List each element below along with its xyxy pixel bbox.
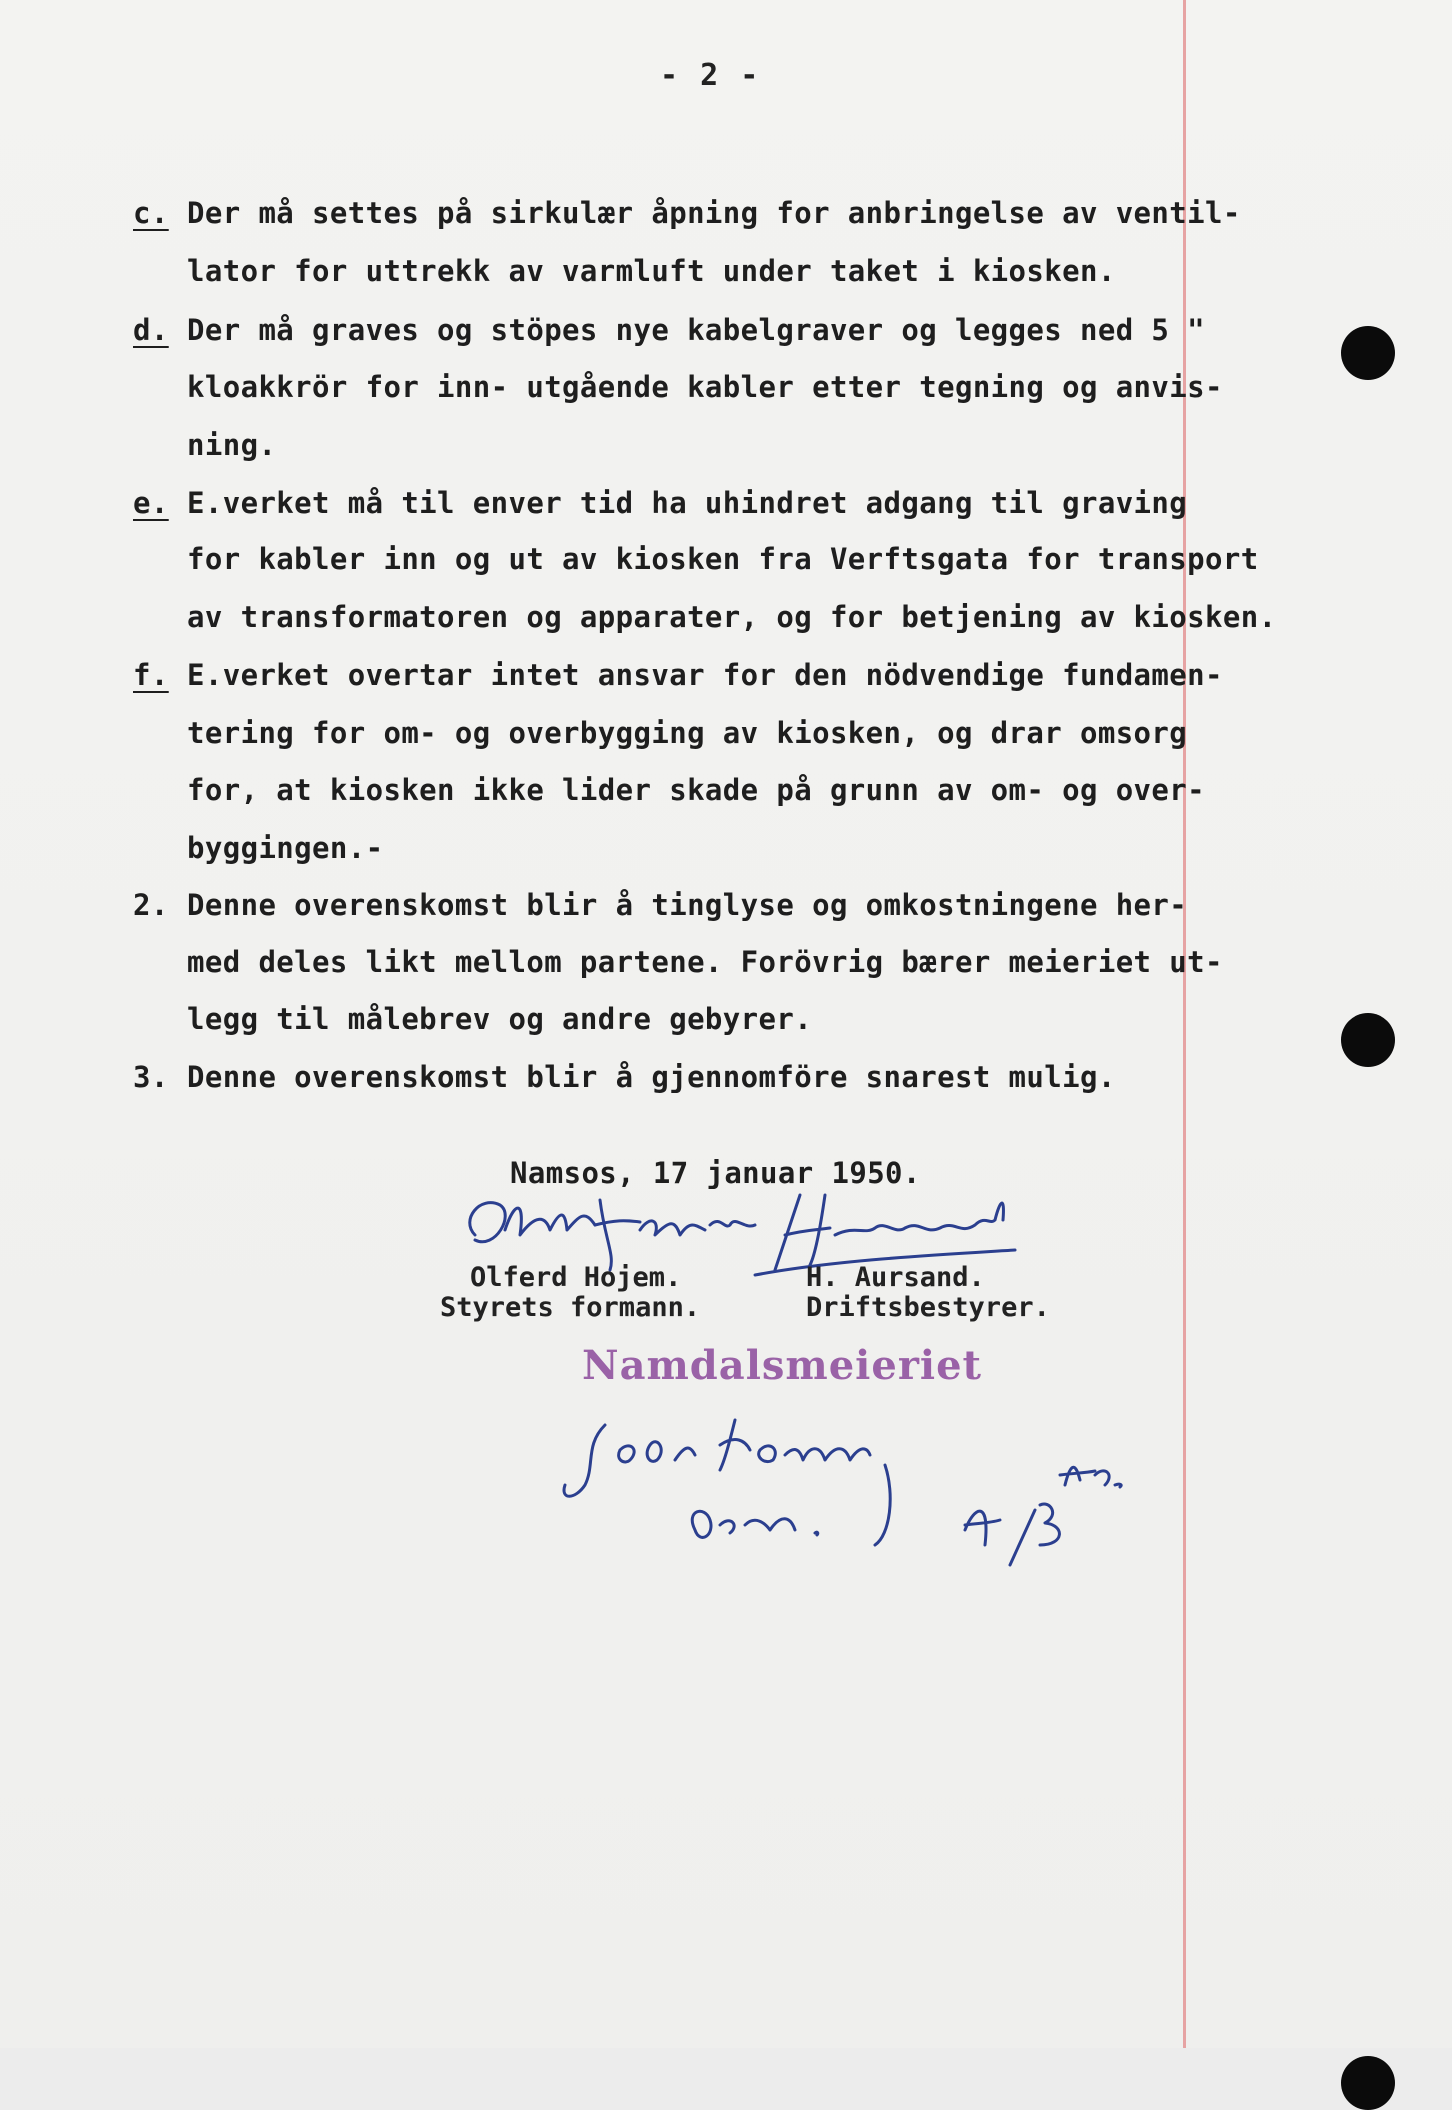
company-stamp: Namdalsmeieriet — [582, 1342, 983, 1389]
clause-text-line: lator for uttrekk av varmluft under taket i kiosken. — [187, 254, 1116, 288]
clause-text-line: med deles likt mellom partene. Forövrig bærer meieriet ut- — [187, 945, 1223, 979]
page-number: - 2 - — [660, 58, 761, 93]
item-number: 3. — [133, 1060, 169, 1094]
clause-text-line: E.verket overtar intet ansvar for den nödvendige fundamen- — [187, 658, 1223, 692]
clause-text-line: for, at kiosken ikke lider skade på grunn av om- og over- — [187, 773, 1205, 807]
clause-text-line: av transformatoren og apparater, og for betjening av kiosken. — [187, 600, 1277, 634]
clause-text-line: byggingen.- — [187, 831, 384, 865]
punch-hole — [1341, 2056, 1395, 2110]
clause-text-line: Der må settes på sirkulær åpning for anbringelse av ventil- — [187, 196, 1241, 230]
signatory-name: Olferd Hojem. — [470, 1262, 682, 1293]
clause-text-line: Denne overenskomst blir å tinglyse og omkostningene her- — [187, 888, 1188, 922]
place-date: Namsos, 17 januar 1950. — [510, 1156, 921, 1190]
clause-text-line: legg til målebrev og andre gebyrer. — [187, 1002, 813, 1036]
clause-text-line: E.verket må til enver tid ha uhindret adgang til graving — [187, 486, 1188, 520]
handwritten-signature-second — [545, 1405, 1185, 1575]
clause-text-line: tering for om- og overbygging av kiosken, og drar omsorg — [187, 716, 1188, 750]
punch-hole — [1341, 326, 1395, 380]
clause-label: f. — [133, 658, 169, 692]
clause-text-line: Denne overenskomst blir å gjennomföre snarest mulig. — [187, 1060, 1116, 1094]
signatory-title: Styrets formann. — [440, 1292, 701, 1323]
item-number: 2. — [133, 888, 169, 922]
signatory-name: H. Aursand. — [806, 1262, 985, 1293]
clause-label: d. — [133, 313, 169, 347]
clause-text-line: ning. — [187, 428, 277, 462]
clause-text-line: kloakkrör for inn- utgående kabler etter tegning og anvis- — [187, 370, 1223, 404]
signatory-title: Driftsbestyrer. — [806, 1292, 1050, 1323]
clause-label: e. — [133, 486, 169, 520]
clause-label: c. — [133, 196, 169, 230]
margin-rule — [1183, 0, 1186, 2048]
clause-text-line: for kabler inn og ut av kiosken fra Verftsgata for transport — [187, 542, 1259, 576]
clause-text-line: Der må graves og stöpes nye kabelgraver og legges ned 5 " — [187, 313, 1205, 347]
punch-hole — [1341, 1013, 1395, 1067]
